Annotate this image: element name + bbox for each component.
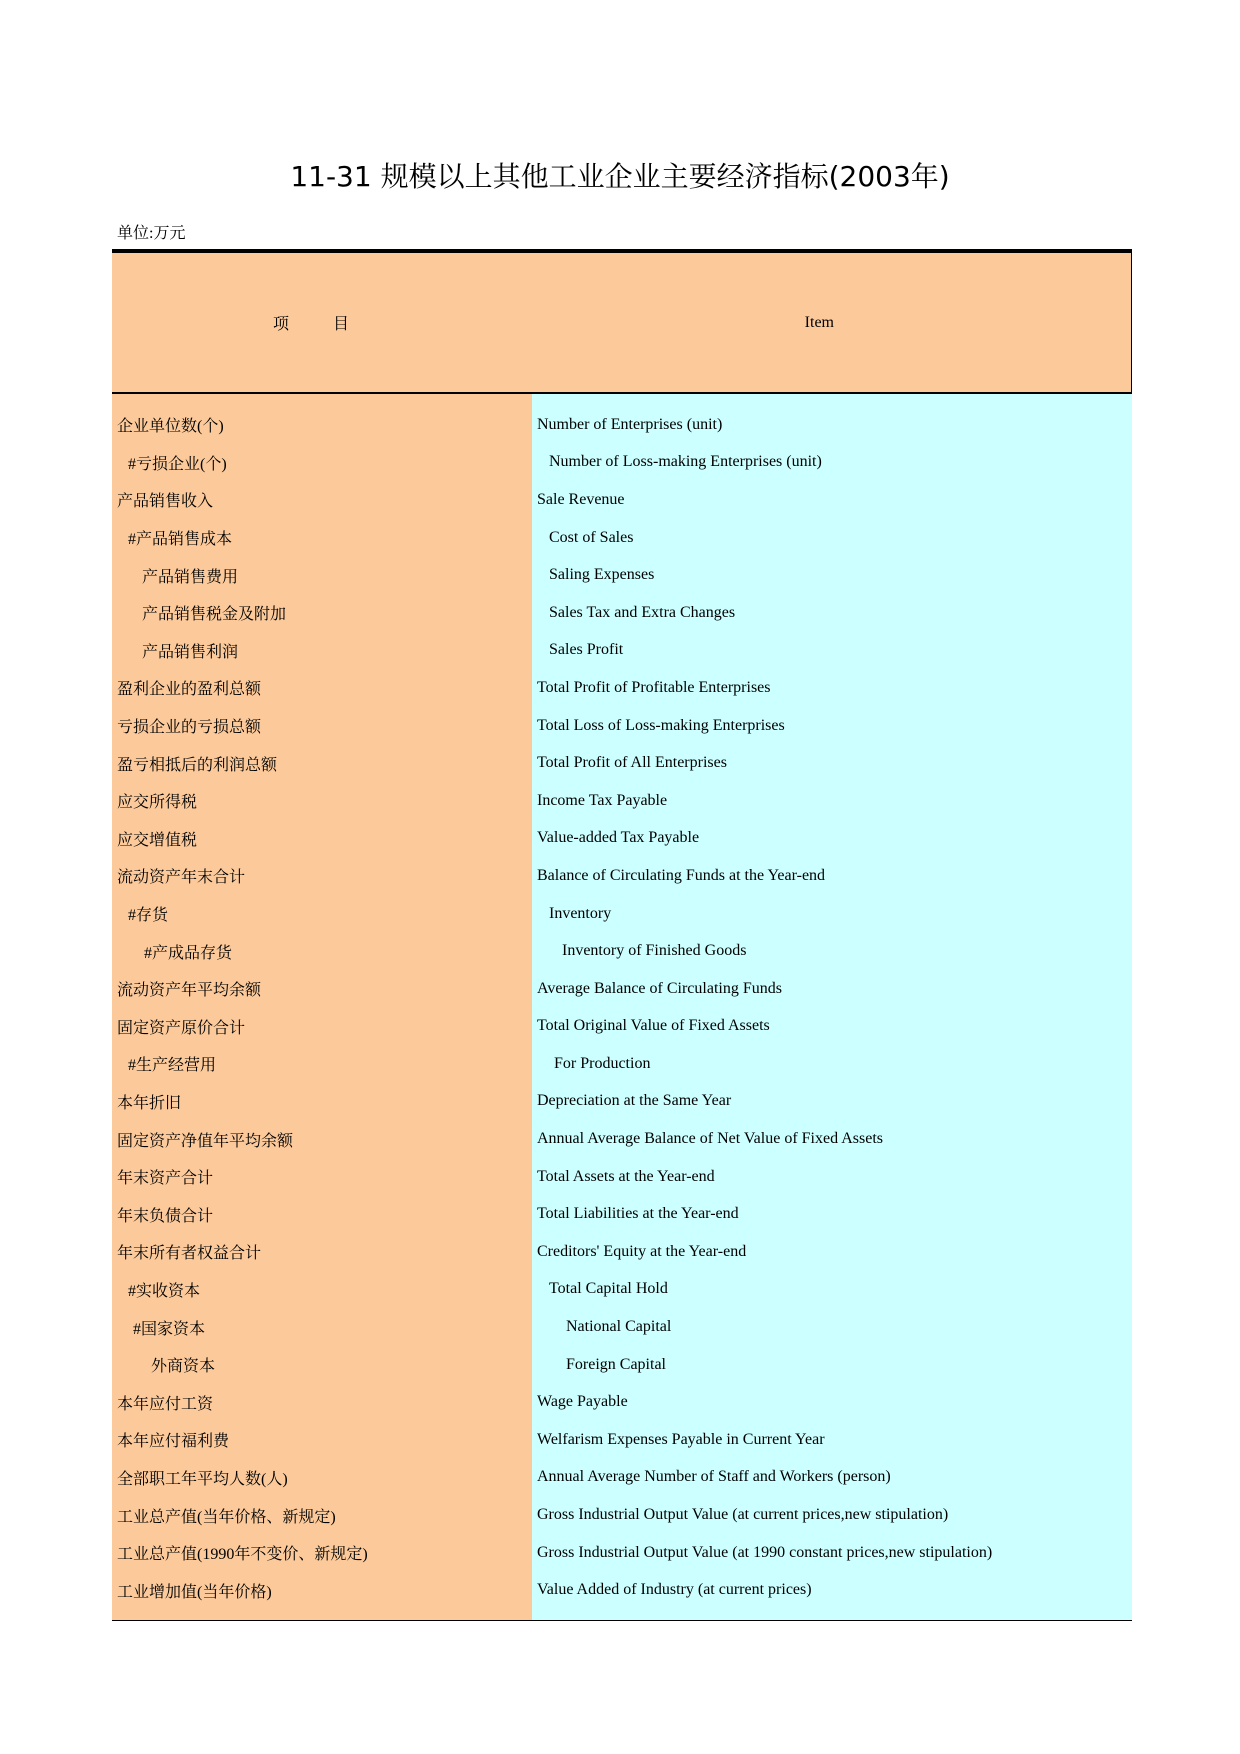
row-label-en: Number of Loss-making Enterprises (unit)	[549, 453, 822, 471]
page-title: 11-31 规模以上其他工业企业主要经济指标(2003年)	[290, 160, 950, 193]
indicator-table	[112, 249, 1132, 1621]
table-row	[112, 1045, 1132, 1083]
table-row	[112, 857, 1132, 895]
table-body	[112, 394, 1132, 1621]
table-row	[112, 1120, 1132, 1158]
row-label-cn: 应交所得税	[117, 794, 198, 812]
table-row	[112, 1083, 1132, 1121]
row-label-en: Value-added Tax Payable	[537, 829, 700, 847]
row-label-en: Average Balance of Circulating Funds	[537, 979, 782, 997]
row-label-cn: 产品销售利润	[142, 643, 239, 661]
row-label-cn: 固定资产原价合计	[117, 1019, 246, 1037]
table-row	[112, 1271, 1132, 1309]
row-label-cn: 亏损企业的亏损总额	[117, 719, 262, 737]
row-label-cn: #产品销售成本	[128, 531, 233, 549]
table-row	[112, 1383, 1132, 1421]
table-row	[112, 1459, 1132, 1497]
row-label-en: Total Profit of All Enterprises	[537, 754, 727, 772]
row-label-en: Inventory of Finished Goods	[562, 942, 747, 960]
table-row	[112, 1008, 1132, 1046]
row-label-cn: 年末负债合计	[117, 1207, 214, 1225]
row-label-en: Inventory	[549, 904, 612, 922]
row-label-cn: 本年折旧	[117, 1094, 182, 1112]
table-row	[112, 594, 1132, 632]
row-label-en: Total Profit of Profitable Enterprises	[537, 678, 771, 696]
table-row	[112, 820, 1132, 858]
row-label-cn: #实收资本	[128, 1282, 201, 1300]
row-label-en: Annual Average Number of Staff and Workers (person)	[537, 1468, 891, 1486]
row-label-cn: 本年应付工资	[117, 1395, 214, 1413]
row-label-cn: 产品销售费用	[142, 568, 239, 586]
row-label-cn: 工业总产值(当年价格、新规定)	[117, 1508, 336, 1526]
table-row	[112, 895, 1132, 933]
row-label-en: National Capital	[566, 1318, 672, 1336]
row-label-cn: 年末资产合计	[117, 1170, 214, 1188]
row-label-en: Sales Profit	[549, 641, 624, 659]
table-row	[112, 1534, 1132, 1572]
row-label-en: Depreciation at the Same Year	[537, 1092, 732, 1110]
table-row	[112, 481, 1132, 519]
table-row	[112, 1158, 1132, 1196]
row-label-cn: 工业增加值(当年价格)	[117, 1583, 272, 1601]
row-label-en: Creditors' Equity at the Year-end	[537, 1242, 747, 1260]
row-label-cn: 产品销售收入	[117, 493, 214, 511]
table-row	[112, 1571, 1132, 1609]
row-label-en: Foreign Capital	[566, 1355, 666, 1373]
row-label-en: Total Original Value of Fixed Assets	[537, 1017, 770, 1035]
table-row	[112, 1346, 1132, 1384]
row-label-en: Balance of Circulating Funds at the Year-end	[537, 866, 826, 884]
row-label-cn: 应交增值税	[117, 831, 198, 849]
table-row	[112, 1496, 1132, 1534]
row-label-en: Total Assets at the Year-end	[537, 1167, 715, 1185]
row-label-cn: 年末所有者权益合计	[117, 1245, 262, 1263]
table-row	[112, 669, 1132, 707]
row-label-en: For Production	[554, 1054, 651, 1072]
header-item-en: Item	[804, 313, 834, 331]
row-label-en: Sales Tax and Extra Changes	[549, 603, 736, 621]
table-row	[112, 1308, 1132, 1346]
row-label-en: Value Added of Industry (at current prices)	[537, 1581, 812, 1599]
unit-label: 单位:万元	[117, 225, 186, 242]
row-label-cn: 产品销售税金及附加	[142, 606, 287, 624]
row-label-en: Gross Industrial Output Value (at 1990 constant prices,new stipulation)	[537, 1543, 993, 1561]
table-row	[112, 744, 1132, 782]
row-label-en: Total Capital Hold	[549, 1280, 668, 1298]
row-label-en: Total Liabilities at the Year-end	[537, 1205, 739, 1223]
row-label-cn: 固定资产净值年平均余额	[117, 1132, 294, 1150]
table-row	[112, 782, 1132, 820]
row-label-en: Income Tax Payable	[537, 791, 668, 809]
row-label-cn: 企业单位数(个)	[117, 418, 224, 436]
row-label-cn: #产成品存货	[144, 944, 233, 962]
table-row	[112, 970, 1132, 1008]
header-item-cn: 项 目	[273, 316, 350, 333]
row-label-cn: 流动资产年平均余额	[117, 982, 262, 1000]
table-row	[112, 556, 1132, 594]
row-label-cn: 工业总产值(1990年不变价、新规定)	[117, 1546, 368, 1564]
table-row	[112, 519, 1132, 557]
row-label-en: Wage Payable	[537, 1393, 628, 1411]
row-label-en: Saling Expenses	[549, 566, 655, 584]
table-row	[112, 632, 1132, 670]
row-label-en: Welfarism Expenses Payable in Current Year	[537, 1430, 825, 1448]
row-label-cn: #存货	[128, 907, 169, 925]
row-label-cn: #国家资本	[133, 1320, 206, 1338]
table-header	[112, 249, 1132, 394]
row-label-cn: 外商资本	[151, 1358, 216, 1376]
row-label-en: Cost of Sales	[549, 528, 634, 546]
table-row	[112, 1195, 1132, 1233]
row-label-cn: 全部职工年平均人数(人)	[117, 1470, 288, 1488]
row-label-cn: #生产经营用	[128, 1057, 217, 1075]
row-label-cn: 盈利企业的盈利总额	[117, 681, 262, 699]
row-label-en: Total Loss of Loss-making Enterprises	[537, 716, 785, 734]
table-row	[112, 444, 1132, 482]
row-label-cn: 盈亏相抵后的利润总额	[117, 756, 278, 774]
row-label-cn: 本年应付福利费	[117, 1433, 230, 1451]
row-label-cn: #亏损企业(个)	[128, 455, 227, 473]
row-label-en: Annual Average Balance of Net Value of Fixed Assets	[537, 1130, 883, 1148]
table-row	[112, 707, 1132, 745]
row-label-en: Sale Revenue	[537, 490, 625, 508]
table-row	[112, 1421, 1132, 1459]
table-row	[112, 406, 1132, 444]
table-row	[112, 932, 1132, 970]
row-label-en: Number of Enterprises (unit)	[537, 415, 723, 433]
row-label-en: Gross Industrial Output Value (at current prices,new stipulation)	[537, 1506, 949, 1524]
table-row	[112, 1233, 1132, 1271]
row-label-cn: 流动资产年末合计	[117, 869, 246, 887]
